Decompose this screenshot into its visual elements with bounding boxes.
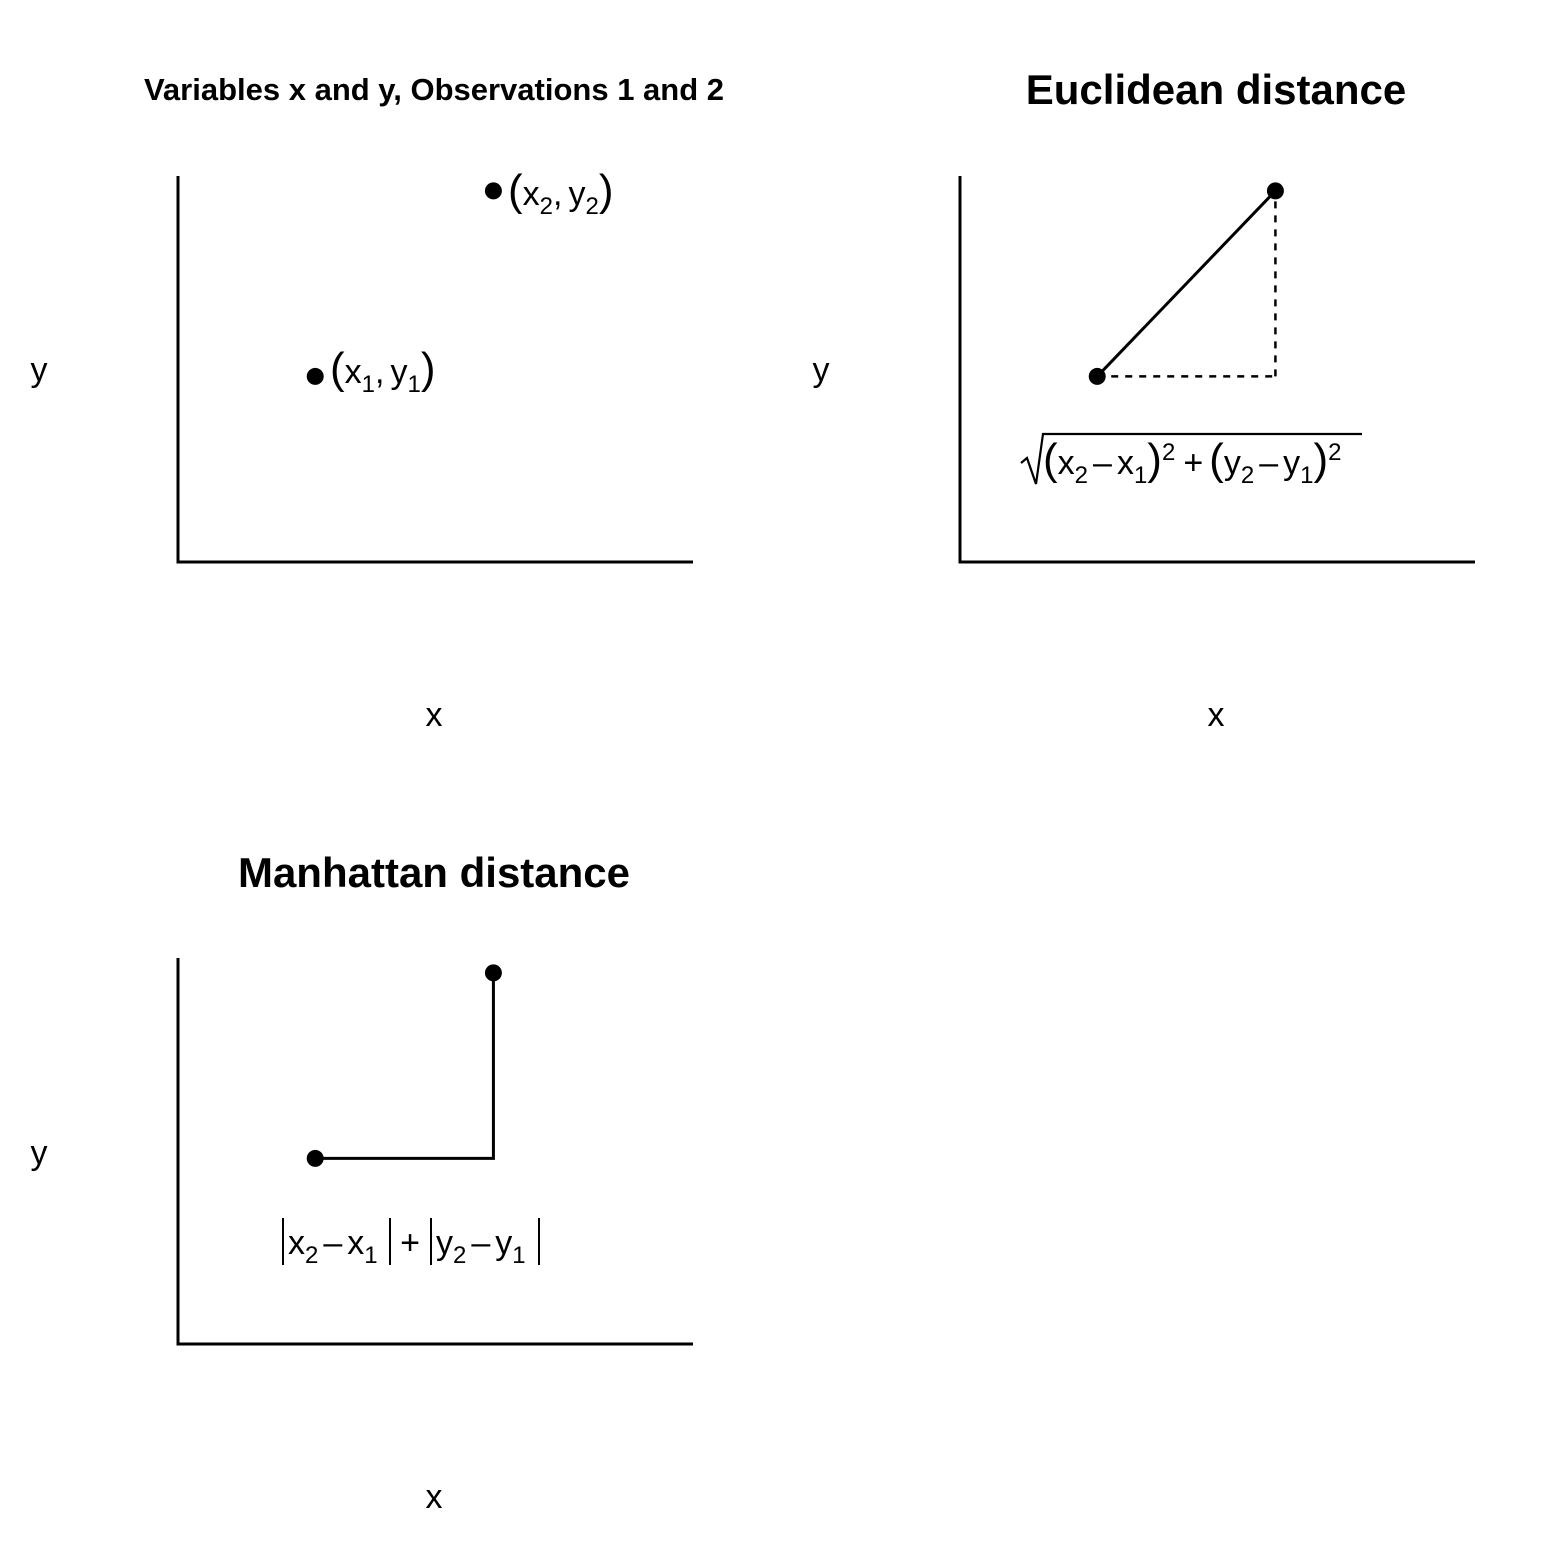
- observation-1-point: [1089, 368, 1106, 385]
- observation-2-point: [485, 964, 502, 981]
- x-axis-label: x: [425, 1478, 443, 1516]
- manhattan-formula-term-y: $y_2 - y_1$: [436, 1224, 526, 1269]
- manhattan-path: [315, 973, 493, 1159]
- y-axis-label: y: [30, 351, 48, 389]
- euclidean-distance-line: [1097, 191, 1275, 377]
- manhattan-formula-plus: +: [400, 1224, 420, 1262]
- observation-1-point: [307, 1150, 324, 1167]
- observation-2-point: [485, 182, 502, 199]
- panel-title: Variables x and y, Observations 1 and 2: [143, 72, 725, 107]
- panel-euclidean: [813, 66, 1476, 734]
- observation-2-point: [1267, 182, 1284, 199]
- panel-title: Manhattan distance: [237, 849, 631, 896]
- panel-observations: [31, 72, 725, 734]
- observation-1-point: [307, 368, 324, 385]
- observation-1-label: ($x_1$, $y_1$): [330, 344, 436, 398]
- panel-manhattan: [31, 849, 694, 1516]
- y-axis-label: y: [30, 1134, 48, 1172]
- panel-title: Euclidean distance: [1025, 66, 1407, 113]
- manhattan-formula-term-x: $x_2 - x_1$: [288, 1224, 378, 1269]
- y-axis-label: y: [812, 351, 830, 389]
- observation-2-label: ($x_2$, $y_2$): [508, 166, 614, 220]
- euclidean-formula: $(x_2 - x_1)^2 + (y_2 - y_1)^2$: [1043, 435, 1342, 489]
- x-axis-label: x: [1207, 696, 1225, 734]
- x-axis-label: x: [425, 696, 443, 734]
